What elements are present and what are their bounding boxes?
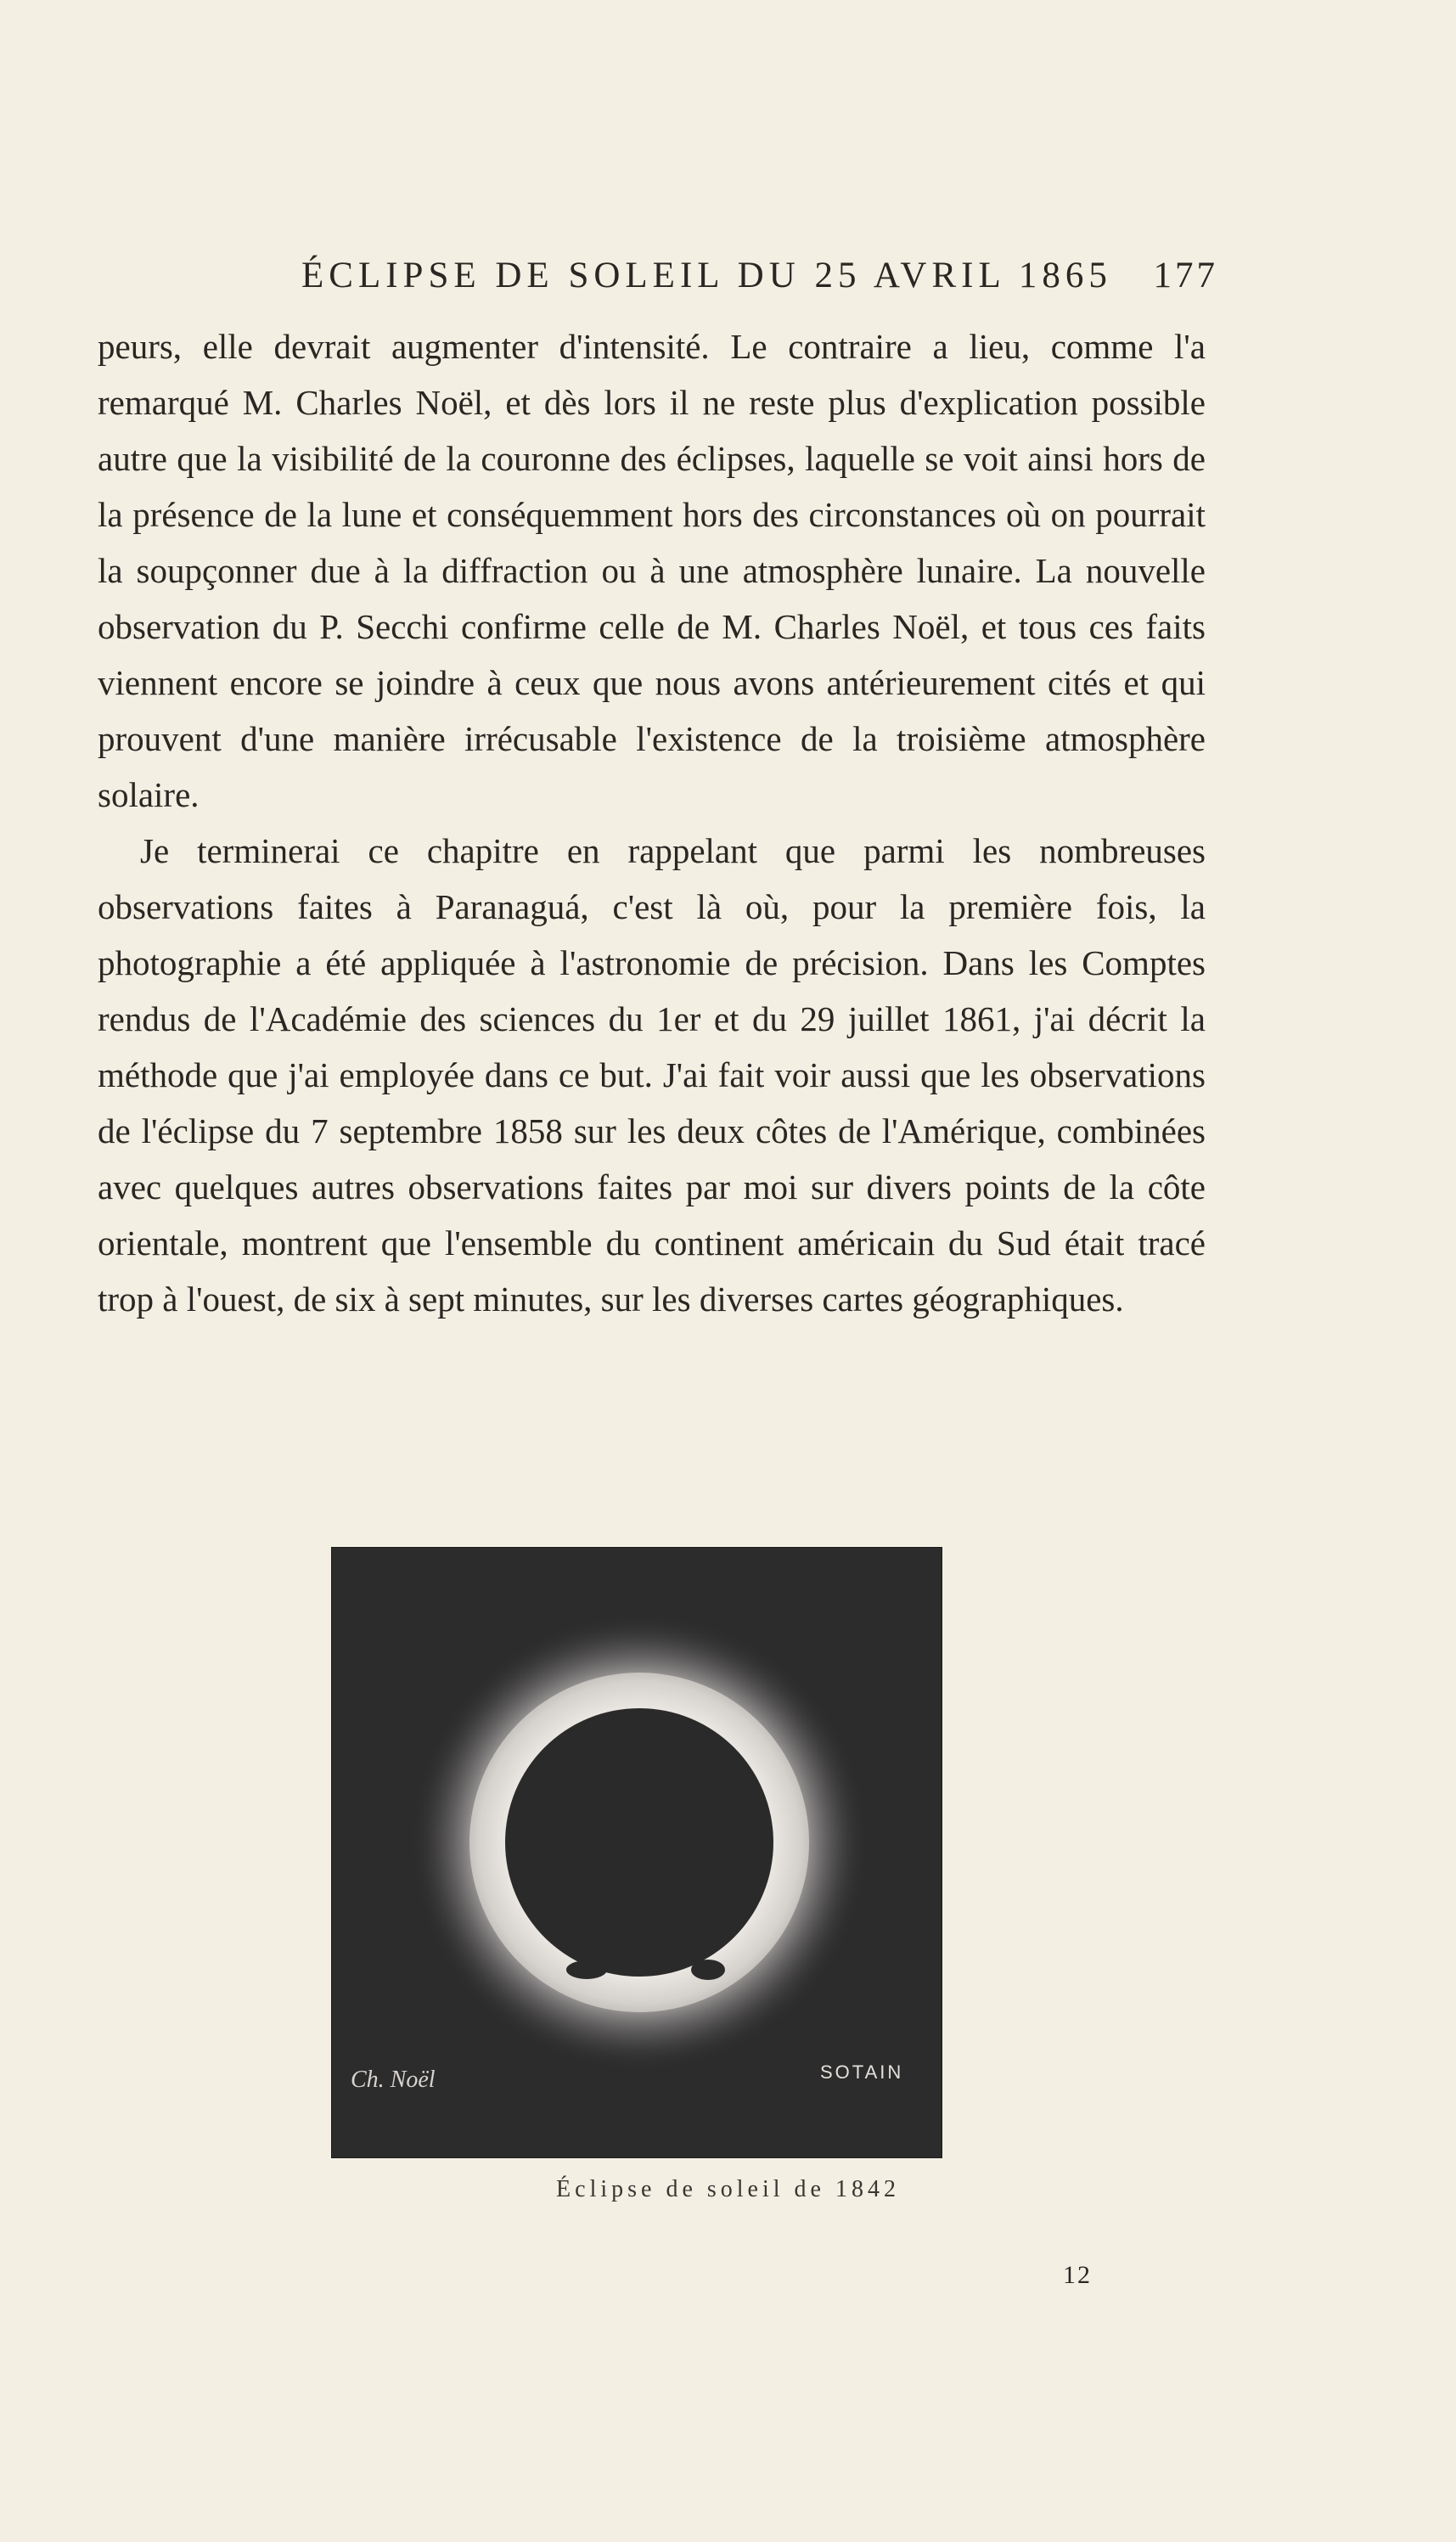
body-text [98,318,1206,1327]
sheet-number: 12 [1063,2261,1092,2289]
figure-caption: Éclipse de soleil de 1842 [556,2176,900,2202]
running-title: ÉCLIPSE DE SOLEIL DU 25 AVRIL 1865 [301,256,1112,295]
moon-disc [505,1708,773,1977]
paragraph-1: peurs, elle devrait augmenter d'intensité. Le contraire a lieu, comme l'a remarqué M. Charles Noël, et dès lors il ne reste plus d'explication possible autre que la visibilité de la couronne des éclipses, laquelle se voit ainsi hors de la présence de la lune et conséquemment hors des circonstances où on pourrait la soupçonner due à la diffraction ou à une atmosphère lunaire. La nouvelle observation du P. Secchi confirme celle de M. Charles Noël, et tous ces faits viennent encore se joindre à ceux que nous avons antérieurement cités et qui prouvent d'une manière irrécusable l'existence de la troisième atmosphère solaire. [98,327,1206,814]
signature-left: Ch. Noël [351,2067,436,2093]
paragraph-2: Je terminerai ce chapitre en rappelant que parmi les nombreuses observations faites à Paranaguá, c'est là où, pour la première fois, la photographie a été appliquée à l'astronomie de précision. Dans les Comptes rendus de l'Académie des sciences du 1er et du 29 juillet 1861, j'ai décrit la méthode que j'ai employée dans ce but. J'ai fait voir aussi que les observations de l'éclipse du 7 septembre 1858 sur les deux côtes de l'Amérique, combinées avec quelques autres observations faites par moi sur divers points de la côte orientale, montrent que l'ensemble du continent américain du Sud était tracé trop à l'ouest, de six à sept minutes, sur les diverses cartes géographiques. [98,831,1206,1319]
page-number: 177 [1153,256,1218,295]
signature-right: SOTAIN [820,2061,904,2083]
running-header [98,255,1218,297]
eclipse-illustration [331,1547,942,2158]
